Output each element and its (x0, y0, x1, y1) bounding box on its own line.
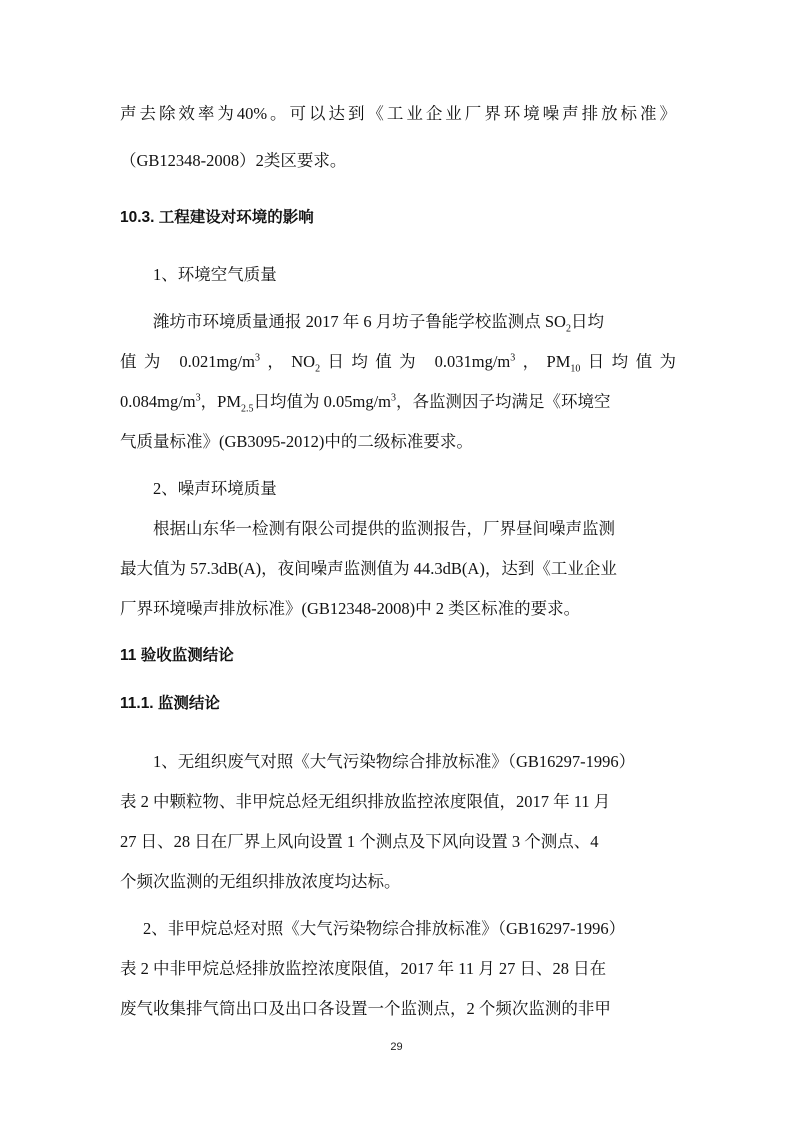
list-item: 2、噪声环境质量 (153, 479, 277, 498)
paragraph-line: 厂界环境噪声排放标准》(GB12348-2008)中 2 类区标准的要求。 (120, 599, 581, 618)
list-item: 1、环境空气质量 (153, 265, 277, 284)
paragraph-line: 1、无组织废气对照《大气污染物综合排放标准》（GB16297-1996） (153, 752, 636, 771)
paragraph-line: $0.084mg/m^3$，$PM_{2.5}$日均值为 $0.05mg/m^3$，各监测因子均满足《环境空 (120, 392, 611, 415)
paragraph-line: 气质量标准》(GB3095-2012)中的二级标准要求。 (120, 432, 473, 451)
paragraph-line: 个频次监测的无组织排放浓度均达标。 (120, 872, 401, 891)
paragraph-line: （GB12348-2008）2类区要求。 (120, 151, 347, 170)
paragraph-line: 根据山东华一检测有限公司提供的监测报告，厂界昼间噪声监测 (153, 519, 615, 538)
paragraph-line: 2、非甲烷总烃对照《大气污染物综合排放标准》（GB16297-1996） (143, 919, 626, 938)
paragraph-line: 表 2 中颗粒物、非甲烷总烃无组织排放监控浓度限值，2017 年 11 月 (120, 792, 611, 811)
paragraph-line: 表 2 中非甲烷总烃排放监控浓度限值，2017 年 11 月 27 日、28 日在 (120, 959, 607, 978)
section-heading-11: 11 验收监测结论 (120, 647, 234, 664)
paragraph-line: 声去除效率为40%。可以达到《工业企业厂界环境噪声排放标准》 (120, 104, 676, 123)
paragraph-line: 值为 $0.021mg/m^3$，$NO_2$日均值为 $0.031mg/m^3$，$PM_{10}$日均值为 (120, 352, 676, 373)
paragraph-line: 潍坊市环境质量通报 2017 年 6 月坊子鲁能学校监测点 $SO_2$日均 (153, 312, 604, 335)
section-heading-10-3: 10.3. 工程建设对环境的影响 (120, 209, 314, 226)
paragraph-line: 27 日、28 日在厂界上风向设置 1 个测点及下风向设置 3 个测点、4 (120, 832, 599, 851)
page-number: 29 (390, 1041, 403, 1053)
paragraph-line: 废气收集排气筒出口及出口各设置一个监测点，2 个频次监测的非甲 (120, 999, 611, 1018)
paragraph-line: 最大值为 57.3dB(A)，夜间噪声监测值为 44.3dB(A)，达到《工业企业 (120, 559, 617, 578)
section-heading-11-1: 11.1. 监测结论 (120, 695, 220, 712)
